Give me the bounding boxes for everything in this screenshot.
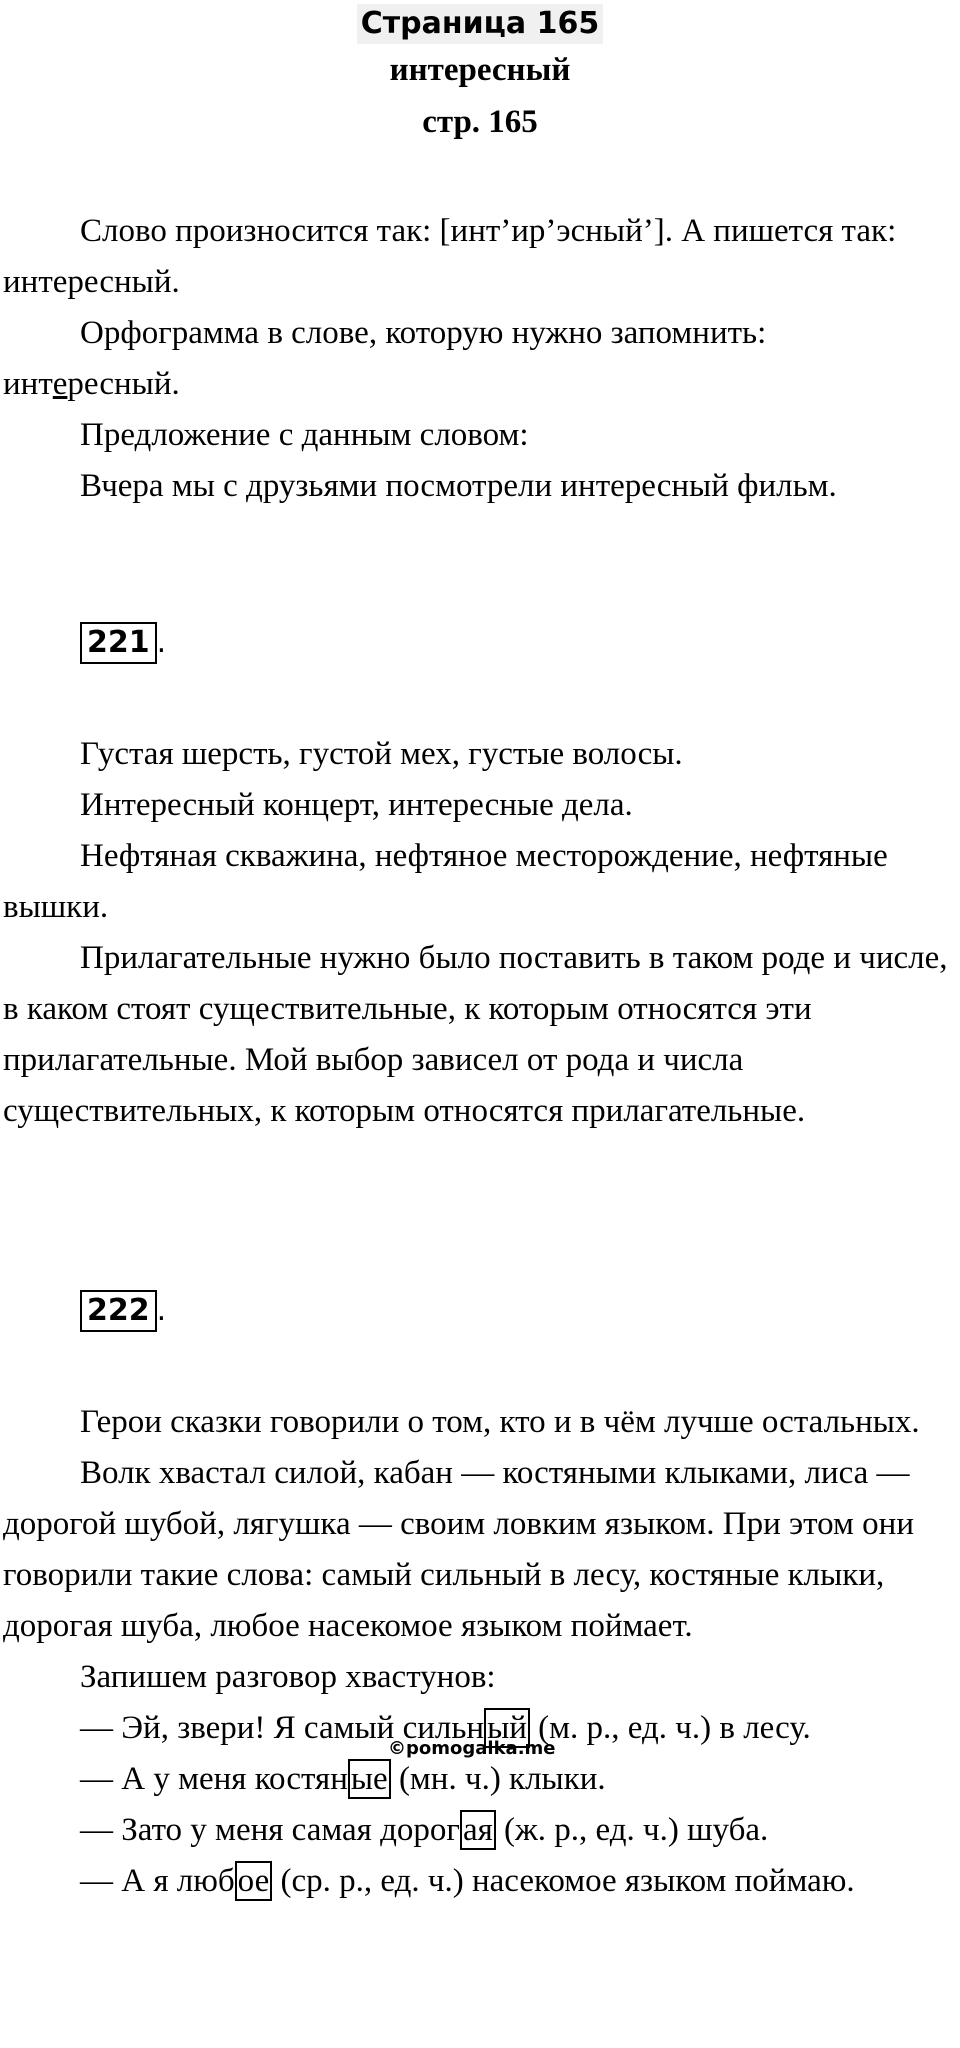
page-label: Страница 165: [357, 4, 603, 44]
page-ref: стр. 165: [422, 104, 538, 140]
dialog-text: — Зато у меня самая дорог: [80, 1812, 460, 1848]
dialog-label: Запишем разговор хвастунов:: [80, 1659, 496, 1695]
dialog-line: [3, 1805, 958, 1856]
exercise-221-number: [3, 617, 960, 668]
ending-box: ое: [235, 1861, 273, 1901]
exercise-221: [3, 729, 958, 1137]
paragraph: Нефтяная скважина, нефтяное месторождение, нефтяные вышки.: [3, 838, 888, 925]
exercise-number-dot: .: [156, 1293, 167, 1328]
dialog-line: [3, 1856, 958, 1907]
dialog-text: (м. р., ед. ч.) в лесу.: [529, 1710, 811, 1746]
exercise-222: [3, 1397, 958, 1907]
dialog-text: — А я люб: [80, 1863, 235, 1899]
intro-section: [3, 206, 958, 512]
paragraph: Герои сказки говорили о том, кто и в чём лучше остальных.: [80, 1404, 920, 1440]
dialog-text: (мн. ч.) клыки.: [390, 1761, 606, 1797]
orthogram-word: [3, 359, 958, 410]
ending-box: ые: [348, 1759, 391, 1799]
ending-box: ая: [460, 1810, 496, 1850]
header-word: интересный: [389, 52, 571, 88]
page-header: [0, 0, 960, 148]
sentence-label: Предложение с данным словом:: [80, 417, 529, 453]
orthogram-word-start: инт: [3, 366, 53, 402]
paragraph: Интересный концерт, интересные дела.: [80, 787, 633, 823]
example-sentence: Вчера мы с друзьями посмотрели интересный фильм.: [80, 468, 837, 504]
orthogram-label: Орфограмма в слове, которую нужно запомнить:: [80, 315, 767, 351]
dialog-line: [3, 1754, 958, 1805]
dialog-text: — Эй, звери! Я самый сильн: [80, 1710, 485, 1746]
dialog-text: — А у меня костян: [80, 1761, 348, 1797]
orthogram-letter: е: [52, 366, 68, 402]
dialog-text: (ж. р., ед. ч.) шуба.: [495, 1812, 769, 1848]
exercise-number-box: 221: [80, 622, 157, 664]
dialog-text: (ср. р., ед. ч.) насекомое языком поймаю.: [272, 1863, 855, 1899]
paragraph: Прилагательные нужно было поставить в таком роде и числе, в каком стоят существительные, к которым относятся эти прилагательные. Мой выбор зависел от рода и числа существительных, к которым относятся прилагательные.: [3, 940, 948, 1129]
watermark: ©pomogalka.me: [388, 1738, 556, 1759]
exercise-222-number: [3, 1285, 960, 1336]
orthogram-word-end: ресный.: [67, 366, 180, 402]
pronunciation-paragraph: Слово произносится так: [инт’ир’эсный’]. А пишется так: интересный.: [3, 213, 897, 300]
exercise-number-box: 222: [80, 1290, 157, 1332]
paragraph: Волк хвастал силой, кабан — костяными клыками, лиса — дорогой шубой, лягушка — своим ловким языком. При этом они говорили такие слова: самый сильный в лесу, костяные клыки, дорогая шуба, любое насекомое языком поймает.: [3, 1455, 914, 1644]
exercise-number-dot: .: [156, 625, 167, 660]
ending-box: ый: [484, 1708, 530, 1748]
paragraph: Густая шерсть, густой мех, густые волосы.: [80, 736, 683, 772]
